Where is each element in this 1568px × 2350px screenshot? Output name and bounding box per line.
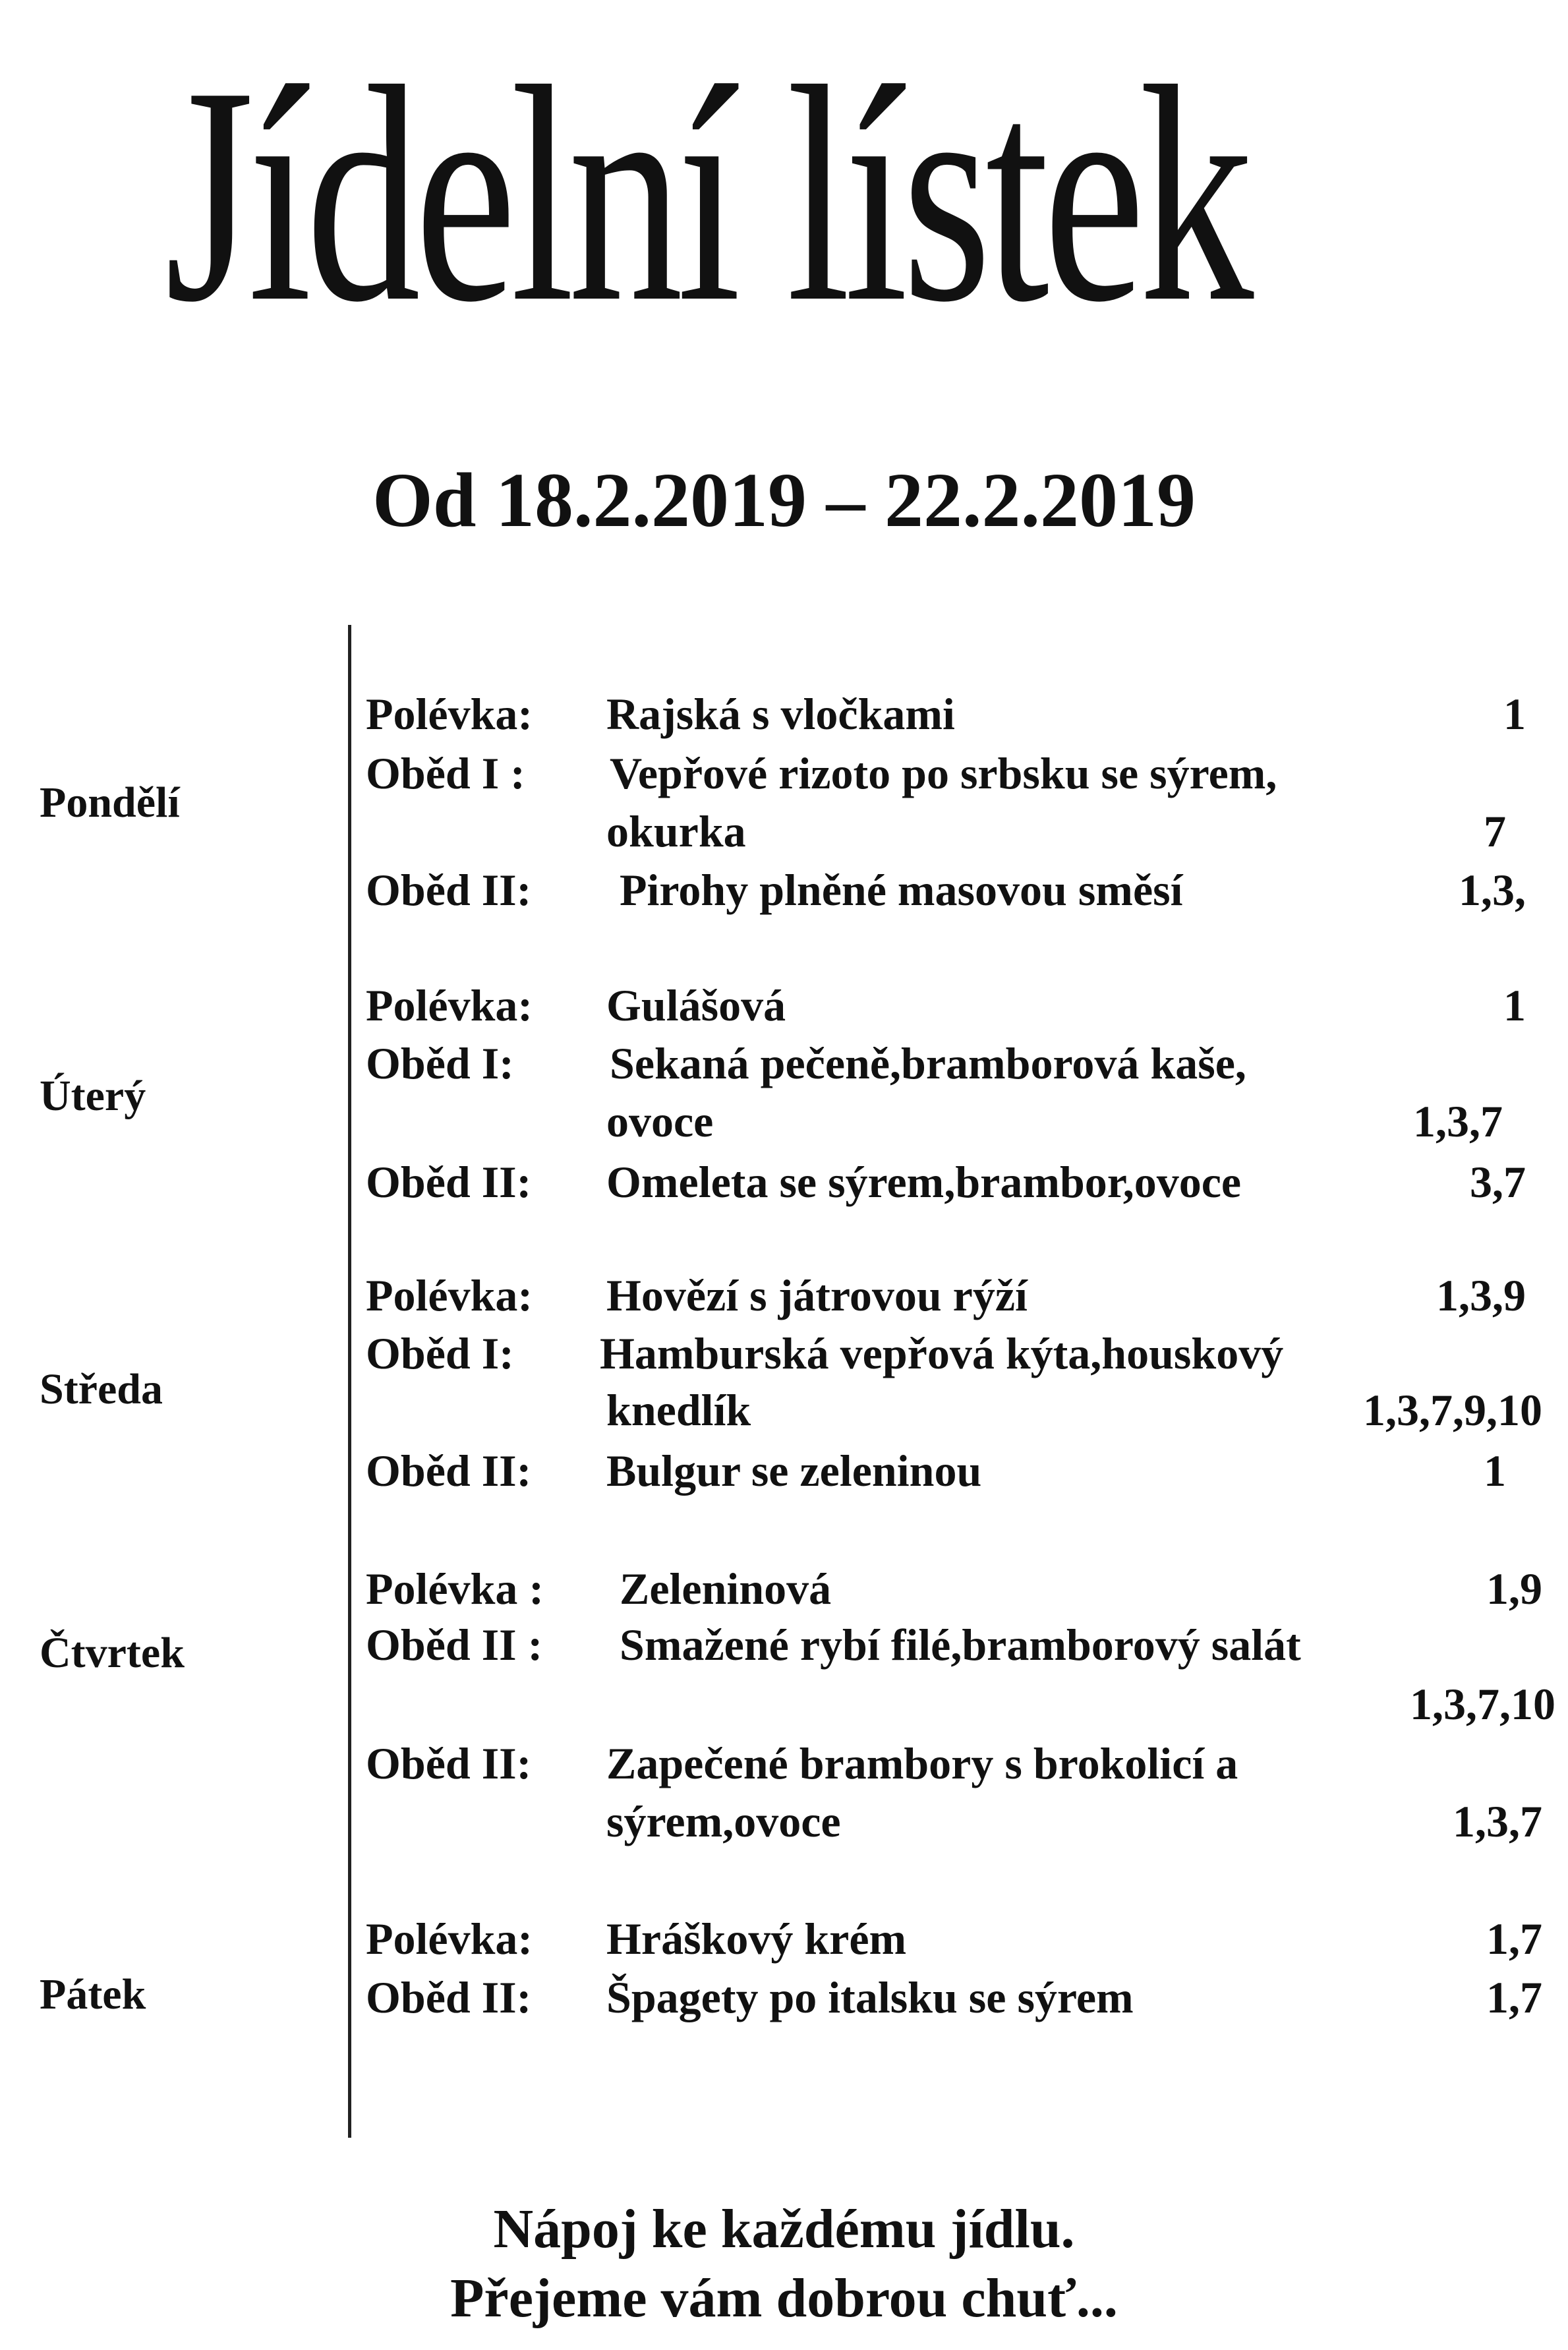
dish-name: Vepřové rizoto po srbsku se sýrem, <box>610 748 1277 798</box>
allergen-codes: 1,9 <box>1486 1564 1542 1614</box>
course-label: Polévka: <box>366 689 533 739</box>
dish-name: knedlík <box>606 1385 751 1435</box>
dish-name: Bulgur se zeleninou <box>606 1446 982 1496</box>
menu-line <box>366 1559 1542 1618</box>
menu-line <box>366 1615 1526 1674</box>
course-label: Oběd II : <box>366 1620 543 1670</box>
day-label-wednesday: Středa <box>40 1365 163 1413</box>
allergen-codes: 1,3, <box>1459 865 1526 915</box>
dish-name: Zeleninová <box>620 1564 832 1614</box>
footer-drink-note: Nápoj ke každému jídlu. <box>493 2198 1075 2260</box>
dish-name: Sekaná pečeně,bramborová kaše, <box>610 1038 1246 1088</box>
menu-line <box>366 1380 1542 1440</box>
course-label: Oběd I : <box>366 748 525 798</box>
course-label: Polévka: <box>366 980 533 1030</box>
dish-name: Hráškový krém <box>606 1914 907 1964</box>
dish-name: ovoce <box>606 1096 714 1146</box>
course-label: Oběd II: <box>366 1738 532 1788</box>
date-range: Od 18.2.2019 – 22.2.2019 <box>372 457 1196 543</box>
allergen-codes: 1,3,7,10 <box>1410 1679 1555 1729</box>
allergen-codes: 1,3,9 <box>1436 1270 1526 1320</box>
allergen-codes: 1,3,7 <box>1413 1096 1503 1146</box>
menu-line <box>366 976 1526 1035</box>
menu-line <box>366 1034 1526 1093</box>
dish-name: Hamburská vepřová kýta,houskový <box>600 1328 1284 1378</box>
dish-name: Rajská s vločkami <box>606 689 955 739</box>
dish-name: Omeleta se sýrem,brambor,ovoce <box>606 1157 1242 1207</box>
course-label: Polévka : <box>366 1564 544 1614</box>
menu-line <box>366 1092 1526 1151</box>
menu-line <box>366 802 1526 861</box>
course-label: Oběd I: <box>366 1038 514 1088</box>
allergen-codes: 3,7 <box>1470 1157 1526 1207</box>
dish-name: Smažené rybí filé,bramborový salát <box>620 1620 1301 1670</box>
menu-line <box>366 860 1526 920</box>
allergen-codes: 1,3,7 <box>1453 1796 1542 1846</box>
allergen-codes: 1 <box>1503 689 1526 739</box>
dish-name: Hovězí s játrovou rýží <box>606 1270 1028 1320</box>
course-label: Oběd II: <box>366 1972 532 2022</box>
menu-line <box>366 684 1526 744</box>
day-label-tuesday: Úterý <box>40 1072 146 1120</box>
menu-line <box>366 1441 1526 1500</box>
menu-line <box>366 1792 1542 1851</box>
menu-line <box>366 1909 1542 1968</box>
course-label: Oběd II: <box>366 1157 532 1207</box>
course-label: Oběd II: <box>366 865 532 915</box>
allergen-codes: 1,7 <box>1486 1914 1542 1964</box>
allergen-codes: 1 <box>1503 980 1526 1030</box>
allergen-codes: 1,7 <box>1486 1972 1542 2022</box>
menu-line <box>366 1674 1555 1734</box>
menu-line <box>366 1152 1526 1212</box>
day-label-monday: Pondělí <box>40 778 180 827</box>
course-label: Polévka: <box>366 1270 533 1320</box>
menu-line <box>366 744 1526 803</box>
dish-name: okurka <box>606 806 746 856</box>
allergen-codes: 7 <box>1484 806 1506 856</box>
day-label-thursday: Čtvrtek <box>40 1629 185 1677</box>
allergen-codes: 1,3,7,9,10 <box>1363 1385 1542 1435</box>
dish-name: Gulášová <box>606 980 786 1030</box>
menu-line <box>366 1968 1542 2027</box>
column-divider <box>348 625 351 2138</box>
menu-title: Jídelní lístek <box>165 22 1248 366</box>
menu-line <box>366 1324 1526 1383</box>
dish-name: Pirohy plněné masovou směsí <box>620 865 1183 915</box>
allergen-codes: 1 <box>1484 1446 1506 1496</box>
course-label: Polévka: <box>366 1914 533 1964</box>
dish-name: Špagety po italsku se sýrem <box>606 1972 1134 2022</box>
menu-line <box>366 1266 1526 1325</box>
course-label: Oběd I: <box>366 1328 514 1378</box>
day-label-friday: Pátek <box>40 1970 146 2018</box>
menu-line <box>366 1734 1526 1793</box>
footer-bon-appetit: Přejeme vám dobrou chuť... <box>450 2268 1118 2329</box>
dish-name: sýrem,ovoce <box>606 1796 841 1846</box>
dish-name: Zapečené brambory s brokolicí a <box>606 1738 1238 1788</box>
course-label: Oběd II: <box>366 1446 532 1496</box>
